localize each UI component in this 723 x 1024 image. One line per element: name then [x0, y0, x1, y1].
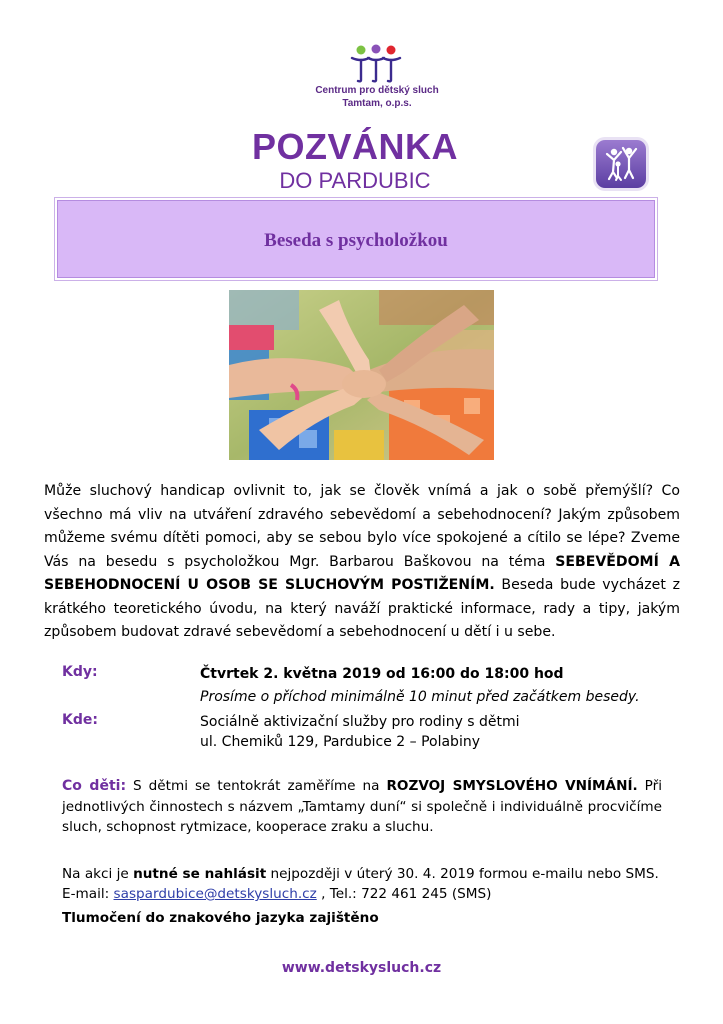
when-label: Kdy:: [62, 664, 98, 680]
signup-text-2: nejpozději v úterý 30. 4. 2019 formou e-mailu nebo SMS. E-mail:: [62, 866, 659, 902]
where-label: Kde:: [62, 712, 98, 728]
children-pictogram-icon: [596, 140, 646, 188]
kids-topic: ROZVOJ SMYSLOVÉHO VNÍMÁNÍ.: [386, 778, 638, 794]
where-line-1: Sociálně aktivizační služby pro rodiny s dětmi: [200, 714, 520, 730]
kids-label: Co děti:: [62, 778, 127, 794]
org-logo: [312, 44, 442, 110]
banner-title: Beseda s psycholožkou: [264, 230, 448, 251]
email-link[interactable]: saspardubice@detskysluch.cz: [113, 886, 317, 902]
intro-text-1: Může sluchový handicap ovlivnit to, jak se člověk vnímá a jak o sobě přemýšlí? Co všechno má vliv na utváření zdravého sebevědomí a sebehodnocení? Jakým způsobem můžeme svému dítěti pomoci, aby se sebou bylo více spokojené a cítilo se lépe? Zveme Vás na besedu s psycholožkou Mgr. Barbarou Baškovou na téma: [44, 483, 680, 570]
intro-text-2: Beseda bude vycházet z krátkého teoretického úvodu, na který naváží praktické informace, rady a tipy, jakým způsobem budovat zdravé sebevědomí a sebehodnocení u dětí i u sebe.: [44, 577, 680, 640]
kids-paragraph: [62, 776, 662, 838]
logo-line-1: Centrum pro dětský sluch: [315, 85, 439, 96]
intro-topic: SEBEVĚDOMÍ A SEBEHODNOCENÍ U OSOB SE SLUCHOVÝM POSTIŽENÍM.: [44, 553, 680, 593]
when-value: Čtvrtek 2. května 2019 od 16:00 do 18:00 hod: [200, 666, 564, 682]
signup-text-3: , Tel.: 722 461 245 (SMS): [316, 886, 492, 902]
family-figures-logo-icon: [347, 44, 407, 84]
page-subtitle: DO PARDUBIC: [279, 168, 431, 193]
signup-text-1: Na akci je: [62, 866, 134, 882]
when-note: Prosíme o příchod minimálně 10 minut před začátkem besedy.: [200, 689, 640, 705]
interpreting-note: Tlumočení do znakového jazyka zajištěno: [62, 910, 379, 926]
kids-text-2: Při jednotlivých činnostech s názvem „Tamtamy duní“ si společně i individuálně procvičíme sluch, schopnost rytmizace, kooperace zraku a sluchu.: [62, 778, 662, 835]
logo-line-2: Tamtam, o.p.s.: [342, 98, 412, 109]
hands-photo: [229, 290, 494, 460]
kids-text-1: S dětmi se tentokrát zaměříme na: [126, 778, 387, 794]
topic-banner: [57, 200, 655, 278]
where-line-2: ul. Chemiků 129, Pardubice 2 – Polabiny: [200, 734, 480, 750]
website-link[interactable]: www.detskysluch.cz: [281, 960, 442, 976]
signup-required: nutné se nahlásit: [133, 866, 267, 882]
intro-paragraph: [44, 480, 680, 645]
children-figures-icon: [596, 140, 646, 188]
signup-paragraph: [62, 864, 672, 904]
page-title: POZVÁNKA: [251, 126, 458, 167]
